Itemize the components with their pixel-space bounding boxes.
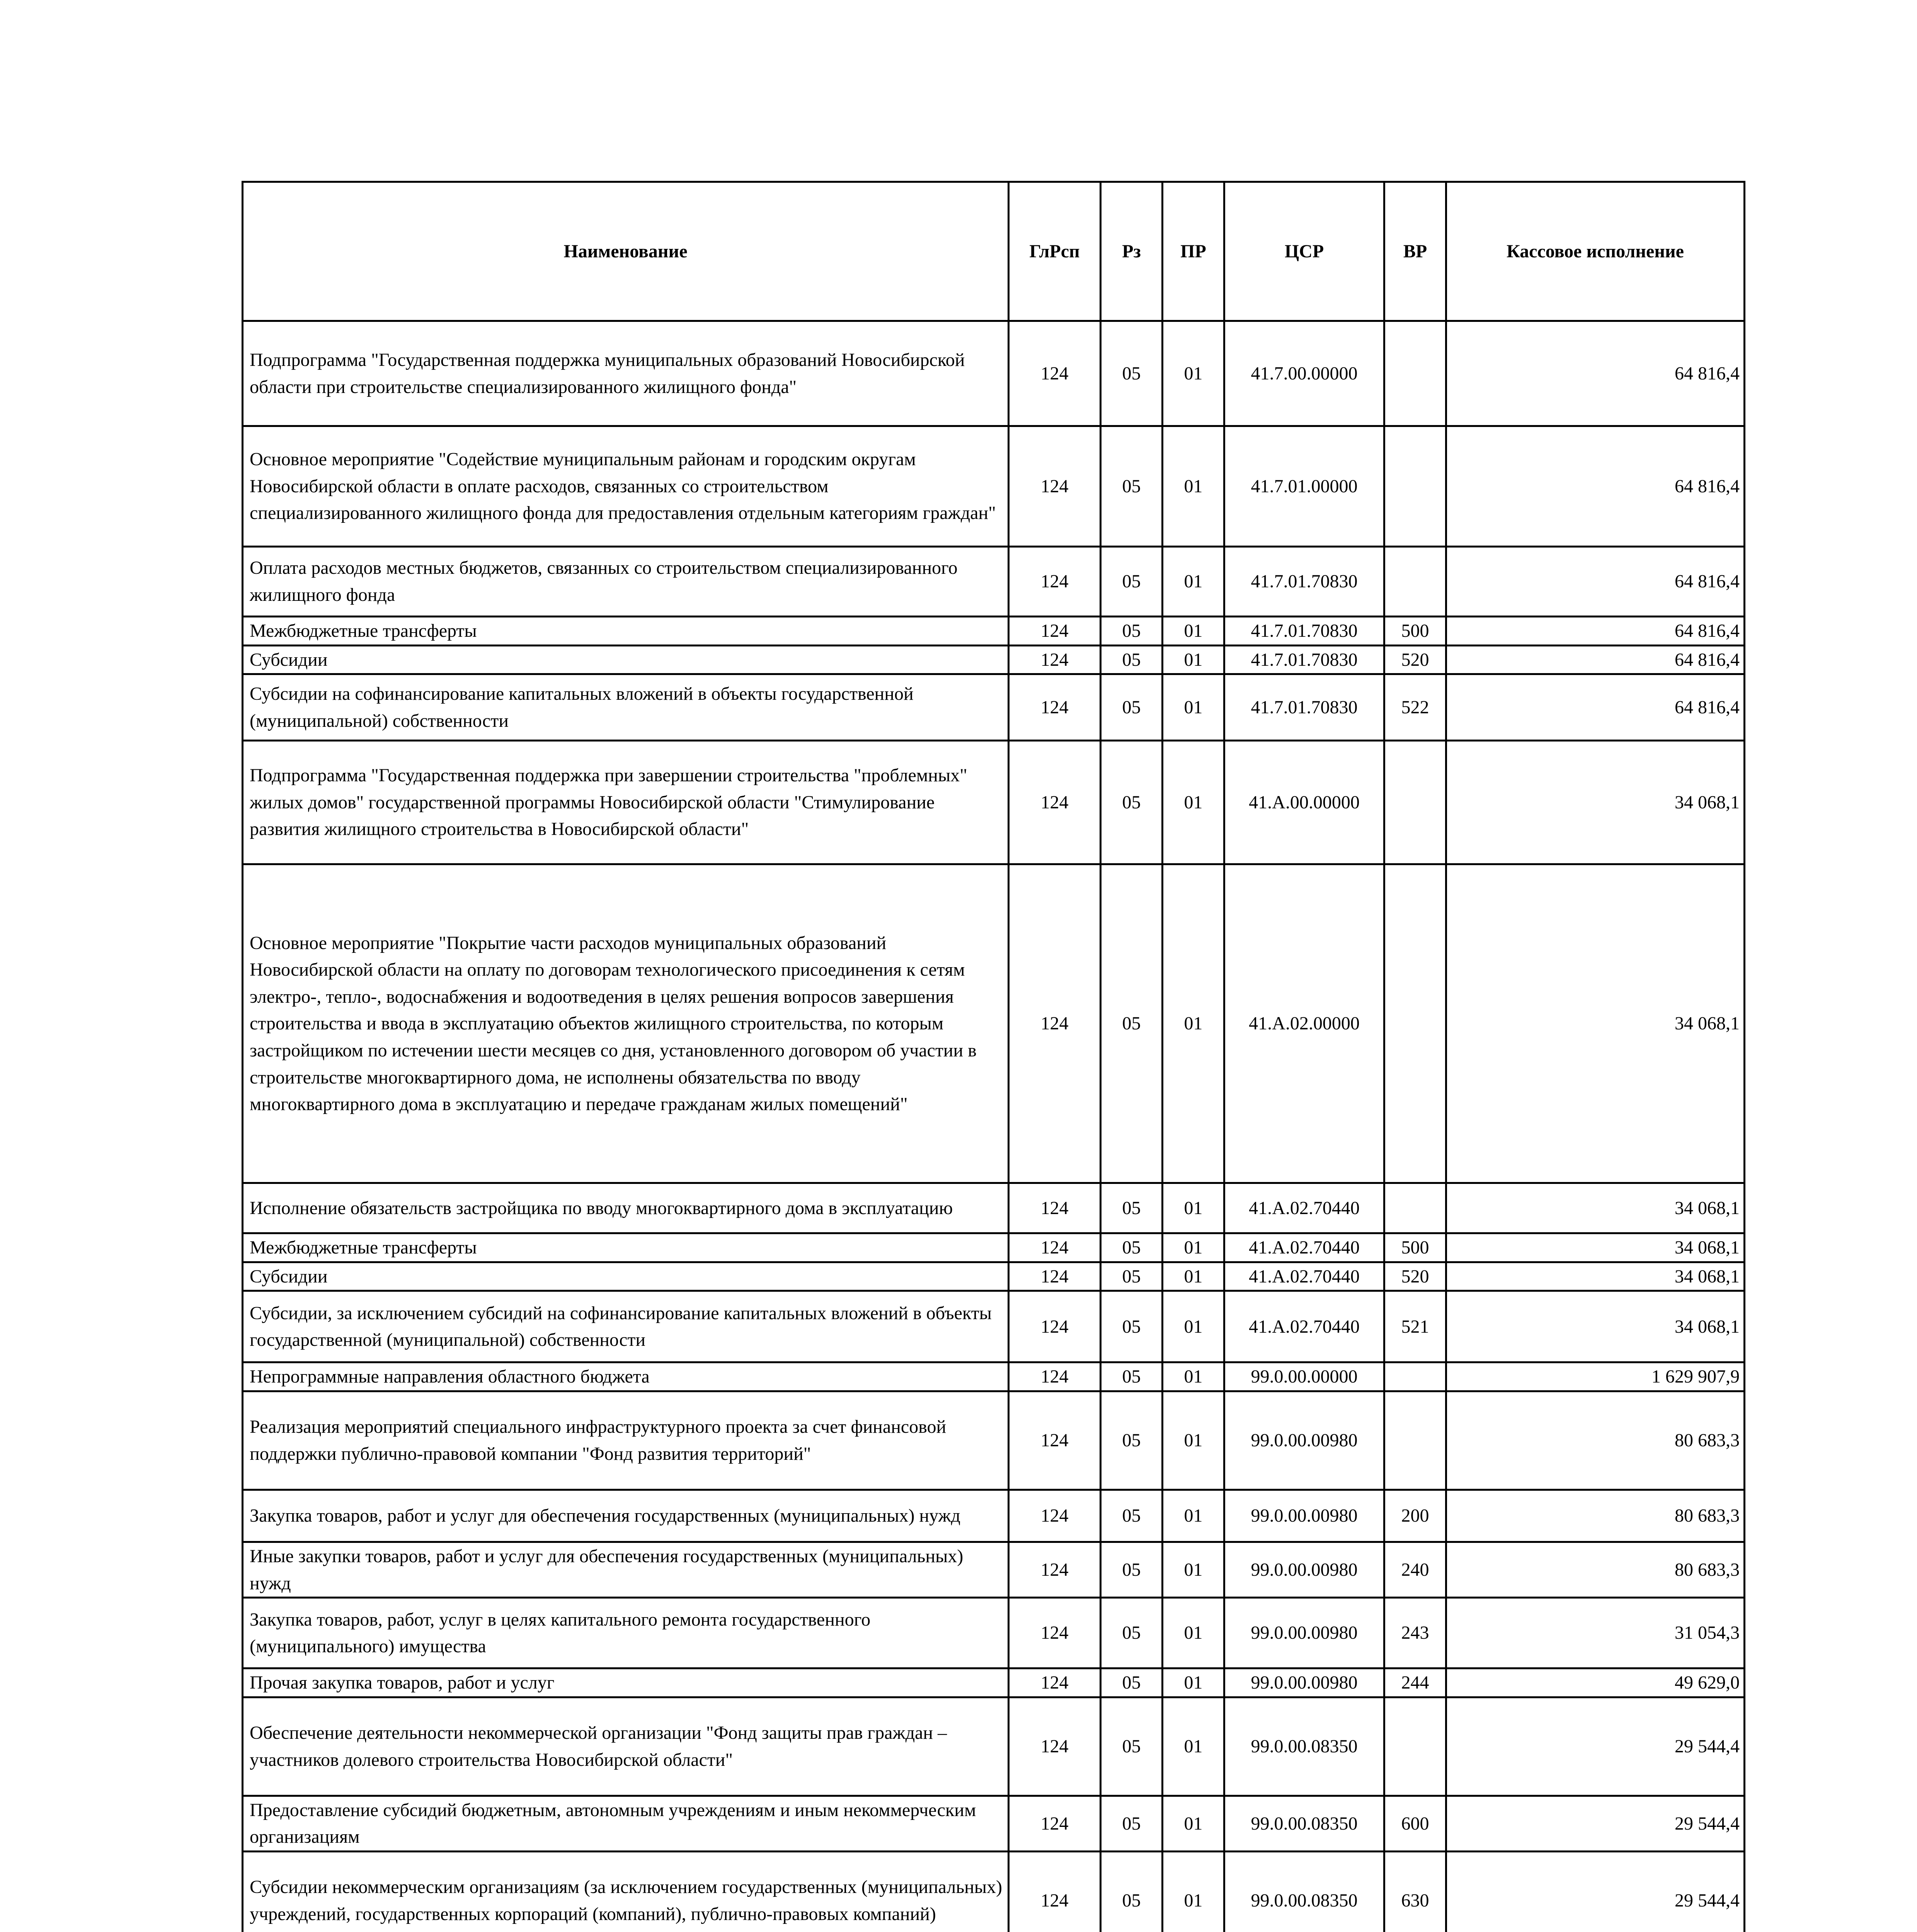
row-vr: 521 [1384,1291,1446,1362]
row-rz: 05 [1101,1291,1163,1362]
header-pr: ПР [1163,182,1224,321]
row-rz: 05 [1101,321,1163,426]
row-pr: 01 [1163,1796,1224,1851]
row-vr: 520 [1384,645,1446,674]
row-csr: 99.0.00.00980 [1224,1490,1384,1542]
row-rz: 05 [1101,1391,1163,1490]
row-amount: 34 068,1 [1446,1262,1745,1291]
row-pr: 01 [1163,1262,1224,1291]
row-rz: 05 [1101,426,1163,547]
row-csr: 99.0.00.08350 [1224,1851,1384,1932]
row-glrsp: 124 [1009,674,1101,741]
row-pr: 01 [1163,321,1224,426]
row-amount: 49 629,0 [1446,1668,1745,1697]
row-glrsp: 124 [1009,1391,1101,1490]
row-glrsp: 124 [1009,1183,1101,1233]
header-csr: ЦСР [1224,182,1384,321]
row-csr: 41.7.01.70830 [1224,645,1384,674]
row-pr: 01 [1163,864,1224,1183]
table-row [243,547,1745,617]
row-glrsp: 124 [1009,617,1101,646]
row-csr: 41.А.00.00000 [1224,741,1384,864]
row-amount: 64 816,4 [1446,426,1745,547]
row-name: Подпрограмма "Государственная поддержка при завершении строительства "проблемных" жилых домов" государственной программы Новосибирской области "Стимулирование развития жилищного строительства в Новосибирской области" [243,741,1009,864]
row-vr: 500 [1384,617,1446,646]
table-row [243,1183,1745,1233]
row-csr: 99.0.00.00980 [1224,1391,1384,1490]
row-glrsp: 124 [1009,864,1101,1183]
row-amount: 34 068,1 [1446,1291,1745,1362]
row-rz: 05 [1101,1542,1163,1597]
row-csr: 99.0.00.08350 [1224,1796,1384,1851]
row-vr [1384,1183,1446,1233]
table-row [243,1291,1745,1362]
row-glrsp: 124 [1009,645,1101,674]
header-glrsp: ГлРсп [1009,182,1101,321]
row-csr: 41.А.02.70440 [1224,1183,1384,1233]
row-csr: 41.А.02.70440 [1224,1262,1384,1291]
row-name: Предоставление субсидий бюджетным, автономным учреждениям и иным некоммерческим организациям [243,1796,1009,1851]
row-amount: 80 683,3 [1446,1542,1745,1597]
table-row [243,321,1745,426]
row-name: Оплата расходов местных бюджетов, связанных со строительством специализированного жилищного фонда [243,547,1009,617]
row-amount: 34 068,1 [1446,1183,1745,1233]
row-rz: 05 [1101,674,1163,741]
row-name: Межбюджетные трансферты [243,1233,1009,1262]
table-row [243,1391,1745,1490]
row-pr: 01 [1163,1598,1224,1668]
row-pr: 01 [1163,617,1224,646]
table-header-row [243,182,1745,321]
row-name: Закупка товаров, работ, услуг в целях капитального ремонта государственного (муниципального) имущества [243,1598,1009,1668]
row-vr: 522 [1384,674,1446,741]
row-pr: 01 [1163,1542,1224,1597]
row-csr: 41.7.00.00000 [1224,321,1384,426]
row-pr: 01 [1163,426,1224,547]
row-amount: 29 544,4 [1446,1851,1745,1932]
header-name: Наименование [243,182,1009,321]
row-rz: 05 [1101,1362,1163,1391]
row-pr: 01 [1163,1697,1224,1796]
row-rz: 05 [1101,1668,1163,1697]
row-glrsp: 124 [1009,1362,1101,1391]
row-csr: 99.0.00.00000 [1224,1362,1384,1391]
row-name: Основное мероприятие "Покрытие части расходов муниципальных образований Новосибирской области на оплату по договорам технологического присоединения к сетям электро-, тепло-, водоснабжения и водоотведения в целях решения вопросов завершения строительства и ввода в эксплуатацию объектов жилищного строительства, по которым застройщиком по истечении шести месяцев со дня, установленного договором об участии в строительстве многоквартирного дома, не исполнены обязательства по вводу многоквартирного дома в эксплуатацию и передаче гражданам жилых помещений" [243,864,1009,1183]
row-vr: 200 [1384,1490,1446,1542]
row-name: Субсидии [243,1262,1009,1291]
row-amount: 80 683,3 [1446,1391,1745,1490]
row-glrsp: 124 [1009,1262,1101,1291]
row-amount: 1 629 907,9 [1446,1362,1745,1391]
row-csr: 41.7.01.00000 [1224,426,1384,547]
row-name: Межбюджетные трансферты [243,617,1009,646]
row-csr: 99.0.00.00980 [1224,1542,1384,1597]
row-rz: 05 [1101,1697,1163,1796]
row-rz: 05 [1101,1490,1163,1542]
row-csr: 41.А.02.70440 [1224,1291,1384,1362]
row-name: Реализация мероприятий специального инфраструктурного проекта за счет финансовой поддержки публично-правовой компании "Фонд развития территорий" [243,1391,1009,1490]
table-row [243,1668,1745,1697]
row-rz: 05 [1101,1598,1163,1668]
row-pr: 01 [1163,1362,1224,1391]
row-rz: 05 [1101,1851,1163,1932]
table-row [243,1262,1745,1291]
row-rz: 05 [1101,1262,1163,1291]
row-amount: 34 068,1 [1446,864,1745,1183]
table-row [243,1697,1745,1796]
row-pr: 01 [1163,1391,1224,1490]
row-amount: 29 544,4 [1446,1697,1745,1796]
row-amount: 29 544,4 [1446,1796,1745,1851]
row-csr: 99.0.00.08350 [1224,1697,1384,1796]
row-vr: 520 [1384,1262,1446,1291]
row-vr [1384,741,1446,864]
row-pr: 01 [1163,1851,1224,1932]
table-row [243,1796,1745,1851]
row-name: Прочая закупка товаров, работ и услуг [243,1668,1009,1697]
row-name: Подпрограмма "Государственная поддержка муниципальных образований Новосибирской области при строительстве специализированного жилищного фонда" [243,321,1009,426]
row-amount: 64 816,4 [1446,617,1745,646]
table-row [243,645,1745,674]
row-rz: 05 [1101,1796,1163,1851]
row-vr [1384,321,1446,426]
header-rz: Рз [1101,182,1163,321]
row-vr: 500 [1384,1233,1446,1262]
table-row [243,1542,1745,1597]
row-glrsp: 124 [1009,1291,1101,1362]
row-name: Иные закупки товаров, работ и услуг для обеспечения государственных (муниципальных) нужд [243,1542,1009,1597]
row-amount: 64 816,4 [1446,674,1745,741]
row-glrsp: 124 [1009,426,1101,547]
row-glrsp: 124 [1009,1668,1101,1697]
table-row [243,617,1745,646]
row-amount: 34 068,1 [1446,741,1745,864]
row-rz: 05 [1101,864,1163,1183]
header-vr: ВР [1384,182,1446,321]
row-rz: 05 [1101,617,1163,646]
row-glrsp: 124 [1009,1490,1101,1542]
row-glrsp: 124 [1009,321,1101,426]
row-vr: 244 [1384,1668,1446,1697]
row-csr: 41.7.01.70830 [1224,547,1384,617]
row-glrsp: 124 [1009,547,1101,617]
row-name: Закупка товаров, работ и услуг для обеспечения государственных (муниципальных) нужд [243,1490,1009,1542]
row-pr: 01 [1163,645,1224,674]
row-glrsp: 124 [1009,1233,1101,1262]
row-pr: 01 [1163,1291,1224,1362]
row-pr: 01 [1163,741,1224,864]
row-rz: 05 [1101,1233,1163,1262]
row-rz: 05 [1101,1183,1163,1233]
row-glrsp: 124 [1009,1697,1101,1796]
budget-execution-table [242,181,1745,1932]
row-name: Обеспечение деятельности некоммерческой организации "Фонд защиты прав граждан – участников долевого строительства Новосибирской области" [243,1697,1009,1796]
row-glrsp: 124 [1009,1851,1101,1932]
row-pr: 01 [1163,547,1224,617]
row-name: Непрограммные направления областного бюджета [243,1362,1009,1391]
table-row [243,1490,1745,1542]
row-csr: 41.А.02.70440 [1224,1233,1384,1262]
row-pr: 01 [1163,674,1224,741]
row-vr [1384,426,1446,547]
table-row [243,864,1745,1183]
row-glrsp: 124 [1009,1598,1101,1668]
row-csr: 99.0.00.00980 [1224,1598,1384,1668]
row-name: Субсидии некоммерческим организациям (за исключением государственных (муниципальных) учреждений, государственных корпораций (компаний), публично-правовых компаний) [243,1851,1009,1932]
row-name: Исполнение обязательств застройщика по вводу многоквартирного дома в эксплуатацию [243,1183,1009,1233]
table-row [243,426,1745,547]
table-row [243,1362,1745,1391]
row-name: Субсидии, за исключением субсидий на софинансирование капитальных вложений в объекты государственной (муниципальной) собственности [243,1291,1009,1362]
row-amount: 64 816,4 [1446,547,1745,617]
table-row [243,741,1745,864]
row-rz: 05 [1101,547,1163,617]
row-vr: 243 [1384,1598,1446,1668]
table-row [243,674,1745,741]
row-vr: 240 [1384,1542,1446,1597]
table-row [243,1598,1745,1668]
row-csr: 41.7.01.70830 [1224,617,1384,646]
table-row [243,1233,1745,1262]
row-glrsp: 124 [1009,741,1101,864]
row-name: Основное мероприятие "Содействие муниципальным районам и городским округам Новосибирской области в оплате расходов, связанных со строительством специализированного жилищного фонда для предоставления отдельным категориям граждан" [243,426,1009,547]
row-amount: 64 816,4 [1446,645,1745,674]
row-vr [1384,547,1446,617]
row-amount: 80 683,3 [1446,1490,1745,1542]
row-pr: 01 [1163,1490,1224,1542]
row-pr: 01 [1163,1668,1224,1697]
row-rz: 05 [1101,645,1163,674]
row-vr [1384,1391,1446,1490]
row-vr: 600 [1384,1796,1446,1851]
header-amount: Кассовое исполнение [1446,182,1745,321]
row-amount: 34 068,1 [1446,1233,1745,1262]
row-pr: 01 [1163,1233,1224,1262]
row-glrsp: 124 [1009,1796,1101,1851]
row-rz: 05 [1101,741,1163,864]
row-csr: 41.А.02.00000 [1224,864,1384,1183]
row-vr [1384,1697,1446,1796]
table-row [243,1851,1745,1932]
row-vr: 630 [1384,1851,1446,1932]
row-pr: 01 [1163,1183,1224,1233]
row-amount: 64 816,4 [1446,321,1745,426]
row-glrsp: 124 [1009,1542,1101,1597]
row-name: Субсидии [243,645,1009,674]
row-csr: 41.7.01.70830 [1224,674,1384,741]
row-amount: 31 054,3 [1446,1598,1745,1668]
row-name: Субсидии на софинансирование капитальных вложений в объекты государственной (муниципальной) собственности [243,674,1009,741]
row-vr [1384,1362,1446,1391]
row-vr [1384,864,1446,1183]
row-csr: 99.0.00.00980 [1224,1668,1384,1697]
